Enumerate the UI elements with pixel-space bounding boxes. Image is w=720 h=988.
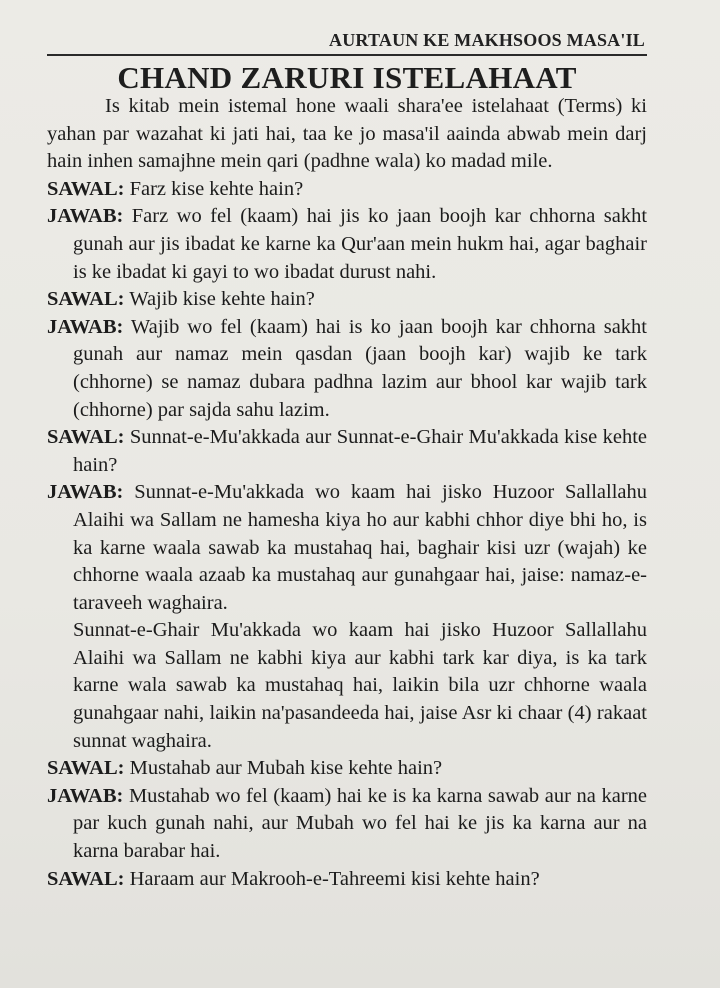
answer-text: Sunnat-e-Mu'akkada wo kaam hai jisko Huzoor Sallallahu Alaihi wa Sallam ne hamesha kiya ho aur kabhi chhor diye bhi ho, is ka karne waala sawab ka mustahaq hai, baghair kisi uzr (wajah) ke chhorne waala azaab ka mustahaq aur gunahgaar hai, jaise: namaz-e-taraveeh waghaira. [73,481,648,614]
question-text: Wajib kise kehte hain? [129,288,315,311]
sawal-label: SAWAL: [47,288,125,311]
question-1 [47,176,647,204]
question-2 [47,286,647,314]
running-head: AURTAUN KE MAKHSOOS MASA'IL [329,30,645,50]
jawab-label: JAWAB: [47,205,124,228]
jawab-label: JAWAB: [47,315,124,338]
question-text: Farz kise kehte hain? [129,177,304,200]
answer-1 [47,203,647,286]
question-text: Haraam aur Makrooh-e-Tahreemi kisi kehte hain? [129,867,540,890]
sawal-label: SAWAL: [47,757,125,780]
question-3 [47,424,647,479]
question-text: Mustahab aur Mubah kise kehte hain? [129,757,443,780]
sawal-label: SAWAL: [47,426,125,449]
sawal-label: SAWAL: [47,177,125,200]
jawab-label: JAWAB: [47,481,124,504]
answer-3 [47,479,647,617]
intro-paragraph: Is kitab mein istemal hone waali shara'ee istelahaat (Terms) ki yahan par wazahat ki jati hai, taa ke jo masa'il aainda abwab mein darj hain inhen samajhne mein qari (padhne wala) ko madad mile. [47,95,647,173]
answer-3-continued: Sunnat-e-Ghair Mu'akkada wo kaam hai jisko Huzoor Sallallahu Alaihi wa Sallam ne kabhi kiya aur kabhi tark kar diya, is ka tark karne wala sawab ka mustahaq hai, laikin bila uzr chhorne waala gunahgaar nahi, laikin na'pasandeeda hai, jaise Asr ki chaar (4) rakaat sunnat waghaira. [73,619,647,752]
answer-4 [47,783,647,866]
answer-text: Wajib wo fel (kaam) hai is ko jaan boojh kar chhorna sakht gunah aur namaz mein qasdan (jaan boojh kar) wajib ke tark (chhorne) se namaz dubara padhna lazim aur bhool kar wajib tark (chhorne) par sajda sahu lazim. [73,315,647,421]
header-rule [47,54,647,56]
answer-text: Farz wo fel (kaam) hai jis ko jaan boojh kar chhorna sakht gunah aur jis ibadat ke karne ka Qur'aan mein hukm hai, agar baghair is ke ibadat ki gayi to wo ibadat durust nahi. [73,205,648,283]
question-5 [47,866,647,894]
sawal-label: SAWAL: [47,867,125,890]
question-text: Sunnat-e-Mu'akkada aur Sunnat-e-Ghair Mu'akkada kise kehte hain? [73,426,647,476]
question-4 [47,755,647,783]
page-body [47,93,647,893]
jawab-label: JAWAB: [47,784,124,807]
answer-2 [47,314,647,424]
page-title: CHAND ZARURI ISTELAHAAT [117,60,577,95]
answer-text: Mustahab wo fel (kaam) hai ke is ka karna sawab aur na karne par kuch gunah nahi, aur Mubah wo fel hai ke jis ka karna aur na karna barabar hai. [73,784,647,863]
